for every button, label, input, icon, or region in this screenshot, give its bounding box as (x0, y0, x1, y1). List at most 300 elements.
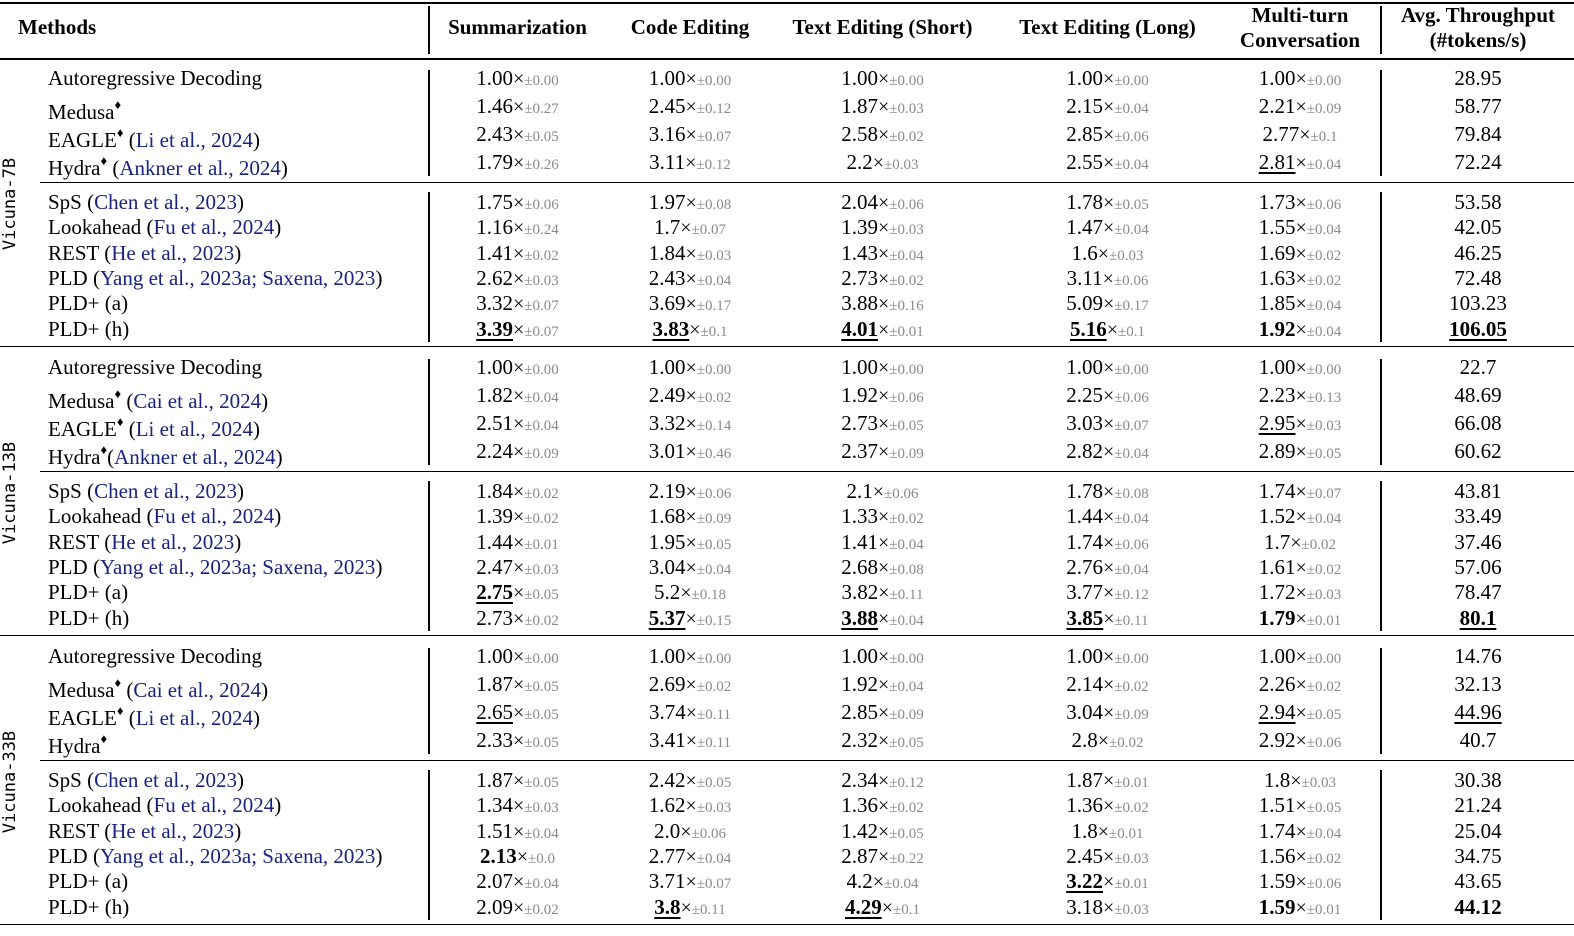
std-dev: ±0.08 (1114, 486, 1149, 502)
times-symbol: × (1102, 217, 1115, 240)
throughput-value (1383, 793, 1573, 818)
std-dev: ±0.03 (889, 101, 924, 117)
times-symbol: × (878, 582, 890, 605)
method-label: Medusa (48, 389, 115, 413)
times-symbol: × (877, 770, 890, 792)
speedup-value: 4.29 (844, 894, 882, 919)
std-dev: ±0.06 (884, 486, 919, 502)
times-symbol: × (1102, 124, 1115, 146)
times-symbol: × (1295, 192, 1307, 214)
citation-link[interactable]: Fu et al., 2024 (153, 504, 275, 529)
std-dev: ±0.06 (524, 197, 559, 213)
times-symbol: × (512, 124, 525, 146)
std-dev: ±0.01 (1109, 825, 1144, 842)
method-label: EAGLE (48, 706, 117, 730)
speedup-value: 2.73 (476, 605, 513, 630)
method-label: PLD (48, 265, 88, 290)
speedup-value: 3.39 (476, 316, 513, 341)
citation-link[interactable]: Cai et al., 2024 (133, 678, 262, 702)
std-dev: ±0.03 (884, 157, 919, 173)
citation-link[interactable]: Chen et al., 2023 (94, 190, 237, 214)
speedup-cell (430, 383, 605, 411)
citation-link[interactable]: Ankner et al., 2024 (119, 156, 281, 180)
times-symbol: × (1295, 646, 1307, 668)
std-dev: ±0.00 (1114, 651, 1149, 667)
speedup-cell (775, 793, 990, 821)
std-dev: ±0.04 (696, 561, 732, 578)
speedup-value: 1.36 (841, 793, 878, 818)
times-symbol: × (685, 293, 697, 316)
citation-link[interactable]: Yang et al., 2023a; Saxena, 2023 (99, 265, 376, 290)
header-multiturn-1: Multi-turn (1251, 3, 1349, 27)
speedup-value: 2.37 (841, 439, 878, 463)
speedup-value: 1.68 (648, 504, 686, 529)
std-dev: ±0.04 (1114, 157, 1149, 173)
times-symbol: × (1295, 441, 1307, 463)
std-dev: ±0.06 (1306, 197, 1342, 213)
method-name (48, 700, 260, 731)
speedup-value: 1.00 (648, 66, 686, 90)
diamond-icon: ♦ (116, 125, 124, 140)
citation-link[interactable]: Yang et al., 2023a; Saxena, 2023 (99, 554, 376, 579)
citation[interactable]: (Yang et al., 2023a; Saxena, 2023) (87, 843, 383, 868)
speedup-value: 1.00 (476, 355, 513, 379)
times-symbol: × (877, 531, 890, 554)
citation-link[interactable]: Cai et al., 2024 (133, 389, 262, 413)
header-summarization: Summarization (448, 15, 587, 39)
times-symbol: × (512, 96, 525, 118)
speedup-cell (775, 355, 990, 383)
citation[interactable]: (Yang et al., 2023a; Saxena, 2023) (87, 265, 383, 290)
std-dev: ±0.16 (889, 298, 924, 315)
speedup-value: 2.04 (841, 190, 878, 214)
citation-link[interactable]: Ankner et al., 2024 (114, 445, 276, 469)
throughput-value (1383, 215, 1573, 240)
times-symbol: × (512, 385, 525, 407)
speedup-cell (775, 317, 990, 345)
throughput-number: 37.46 (1454, 529, 1502, 554)
citation[interactable]: (Li et al., 2024) (123, 128, 260, 152)
speedup-cell (605, 793, 775, 821)
std-dev: ±0.04 (524, 825, 559, 842)
std-dev: ±0.02 (524, 486, 559, 502)
speedup-cell (605, 66, 775, 94)
throughput-number: 33.49 (1454, 504, 1502, 529)
speedup-value: 2.2 (846, 150, 873, 174)
throughput-number: 28.95 (1454, 66, 1502, 90)
throughput-value (1383, 94, 1573, 119)
citation[interactable]: (Ankner et al., 2024) (107, 445, 283, 469)
speedup-cell (605, 819, 775, 847)
std-dev: ±0.04 (1114, 511, 1149, 528)
times-symbol: × (1097, 730, 1110, 752)
method-label: Medusa (48, 678, 115, 702)
speedup-cell (995, 190, 1220, 218)
citation[interactable]: (He et al., 2023) (98, 240, 242, 265)
citation[interactable]: (Yang et al., 2023a; Saxena, 2023) (87, 554, 383, 579)
speedup-cell (1220, 555, 1380, 583)
std-dev: ±0.05 (1114, 197, 1149, 213)
speedup-cell (775, 580, 990, 608)
times-symbol: × (685, 607, 697, 630)
std-dev: ±0.04 (524, 418, 559, 434)
times-symbol: × (877, 217, 890, 240)
std-dev: ±0.06 (889, 197, 924, 213)
speedup-value: 5.2 (653, 580, 681, 605)
std-dev: ±0.02 (889, 272, 924, 289)
times-symbol: × (877, 124, 890, 146)
throughput-number: 58.77 (1454, 94, 1502, 118)
speedup-value: 3.74 (649, 700, 686, 724)
citation[interactable]: (Chen et al., 2023) (81, 768, 244, 792)
times-symbol: × (512, 531, 525, 554)
speedup-cell (1220, 190, 1380, 218)
throughput-value (1383, 411, 1573, 436)
std-dev: ±0.1 (1310, 129, 1338, 145)
throughput-value (1383, 728, 1573, 753)
throughput-number: 43.65 (1454, 869, 1502, 894)
speedup-cell (1220, 606, 1380, 634)
citation-link[interactable]: He et al., 2023 (111, 529, 235, 554)
std-dev: ±0.22 (889, 850, 924, 867)
throughput-value (1383, 672, 1573, 697)
throughput-number: 79.84 (1454, 122, 1502, 146)
speedup-value: 1.46 (476, 94, 513, 118)
speedup-cell (430, 291, 605, 319)
speedup-cell (775, 819, 990, 847)
std-dev: ±0.07 (696, 876, 732, 893)
citation-link[interactable]: Fu et al., 2024 (153, 215, 275, 240)
speedup-value: 1.00 (841, 66, 878, 90)
std-dev: ±0.06 (691, 825, 726, 842)
citation[interactable]: (Chen et al., 2023) (81, 479, 244, 503)
speedup-value: 2.73 (841, 265, 878, 290)
speedup-value: 5.37 (648, 605, 686, 630)
speedup-value: 1.41 (476, 240, 513, 265)
std-dev: ±0.05 (889, 418, 924, 434)
times-symbol: × (685, 242, 697, 265)
std-dev: ±0.09 (696, 511, 732, 528)
times-symbol: × (512, 646, 525, 668)
speedup-value: 1.59 (1258, 894, 1296, 919)
throughput-value (1383, 644, 1573, 669)
speedup-cell (1220, 768, 1380, 796)
std-dev: ±0.00 (1114, 73, 1149, 89)
speedup-value: 2.33 (476, 728, 513, 752)
times-symbol: × (1295, 217, 1307, 240)
throughput-number: 80.1 (1459, 605, 1497, 630)
speedup-value: 2.62 (476, 265, 513, 290)
group-label: Vicuna-7B (0, 157, 20, 250)
std-dev: ±0.05 (1306, 800, 1342, 817)
times-symbol: × (1102, 267, 1114, 290)
group-label: Vicuna-33B (0, 730, 20, 834)
std-dev: ±0.03 (524, 272, 559, 289)
speedup-value: 1.79 (1258, 605, 1296, 630)
std-dev: ±0.02 (1306, 679, 1342, 695)
citation[interactable]: (Fu et al., 2024) (141, 215, 282, 240)
speedup-value: 1.00 (841, 355, 878, 379)
speedup-cell (605, 530, 775, 558)
speedup-cell (995, 479, 1220, 507)
method-label: REST (48, 529, 99, 554)
times-symbol: × (1295, 871, 1307, 894)
times-symbol: × (1102, 293, 1115, 316)
speedup-cell (775, 215, 990, 243)
speedup-cell (605, 355, 775, 383)
speedup-value: 2.8 (1071, 728, 1098, 752)
speedup-value: 2.85 (1066, 122, 1103, 146)
speedup-cell (430, 844, 605, 872)
speedup-value: 2.81 (1258, 150, 1296, 174)
method-name (48, 728, 107, 759)
speedup-value: 1.87 (1066, 768, 1103, 792)
std-dev: ±0.08 (889, 561, 924, 578)
std-dev: ±0.00 (696, 651, 732, 667)
method-name (48, 439, 283, 470)
speedup-value: 2.45 (648, 94, 686, 118)
times-symbol: × (685, 441, 697, 463)
throughput-value (1383, 530, 1573, 555)
std-dev: ±0.02 (1306, 561, 1342, 578)
citation[interactable]: (Cai et al., 2024) (121, 678, 269, 702)
speedup-cell (430, 266, 605, 294)
speedup-cell (605, 317, 775, 345)
speedup-cell (1220, 266, 1380, 294)
times-symbol: × (1295, 795, 1307, 818)
times-symbol: × (680, 820, 692, 843)
times-symbol: × (1295, 730, 1307, 752)
citation-link[interactable]: He et al., 2023 (111, 240, 235, 265)
citation-link[interactable]: Chen et al., 2023 (94, 479, 237, 503)
citation-link[interactable]: Fu et al., 2024 (153, 793, 275, 818)
speedup-value: 1.79 (476, 150, 513, 174)
speedup-cell (775, 530, 990, 558)
method-label: Autoregressive Decoding (48, 644, 263, 668)
times-symbol: × (1103, 607, 1115, 630)
std-dev: ±0.18 (691, 587, 726, 604)
std-dev: ±0.02 (1306, 247, 1342, 264)
column-divider (1380, 481, 1382, 631)
method-name (48, 94, 121, 125)
speedup-value: 1.8 (1071, 818, 1098, 843)
std-dev: ±0.03 (889, 222, 924, 239)
speedup-cell (1220, 793, 1380, 821)
citation[interactable]: (Fu et al., 2024) (141, 504, 282, 529)
citation[interactable]: (Cai et al., 2024) (121, 389, 269, 413)
std-dev: ±0.04 (1306, 298, 1342, 315)
speedup-value: 1.39 (841, 215, 878, 240)
times-symbol: × (1102, 357, 1115, 379)
speedup-cell (995, 530, 1220, 558)
std-dev: ±0.07 (1306, 486, 1342, 502)
speedup-value: 2.82 (1066, 439, 1103, 463)
speedup-cell (775, 768, 990, 796)
times-symbol: × (1295, 556, 1307, 579)
times-symbol: × (512, 896, 525, 919)
speedup-value: 1.6 (1071, 240, 1098, 265)
times-symbol: × (877, 702, 890, 724)
diamond-icon: ♦ (116, 703, 124, 718)
diamond-icon: ♦ (114, 97, 122, 112)
std-dev: ±0.11 (691, 901, 726, 918)
citation[interactable]: (Ankner et al., 2024) (107, 156, 288, 180)
times-symbol: × (877, 96, 890, 118)
speedup-cell (775, 728, 990, 756)
speedup-cell (1220, 844, 1380, 872)
throughput-number: 103.23 (1449, 291, 1507, 316)
method-name (48, 241, 241, 266)
speedup-cell (430, 700, 605, 728)
speedup-cell (605, 869, 775, 897)
speedup-value: 1.92 (841, 672, 878, 696)
speedup-cell (995, 844, 1220, 872)
speedup-cell (995, 122, 1220, 150)
column-divider (1380, 192, 1382, 342)
times-symbol: × (1102, 871, 1115, 894)
speedup-cell (1220, 895, 1380, 923)
std-dev: ±0.1 (893, 901, 920, 918)
throughput-value (1383, 383, 1573, 408)
times-symbol: × (512, 795, 525, 818)
speedup-value: 3.03 (1066, 411, 1103, 435)
times-symbol: × (680, 217, 692, 240)
speedup-value: 2.19 (648, 479, 686, 503)
speedup-value: 2.24 (476, 439, 513, 463)
citation[interactable]: (Li et al., 2024) (123, 706, 260, 730)
std-dev: ±0.01 (1306, 901, 1342, 918)
std-dev: ±0.1 (1118, 323, 1145, 340)
times-symbol: × (1102, 674, 1115, 696)
citation-link[interactable]: Li et al., 2024 (135, 417, 253, 441)
times-symbol: × (872, 481, 885, 503)
times-symbol: × (877, 674, 890, 696)
speedup-cell (1220, 580, 1380, 608)
times-symbol: × (685, 646, 697, 668)
speedup-cell (995, 355, 1220, 383)
method-name (48, 411, 260, 442)
speedup-value: 1.92 (841, 383, 878, 407)
times-symbol: × (512, 413, 525, 435)
speedup-value: 2.69 (648, 672, 686, 696)
speedup-cell (430, 215, 605, 243)
speedup-value: 3.04 (1066, 700, 1103, 724)
column-divider (1380, 648, 1382, 754)
std-dev: ±0.05 (524, 775, 559, 791)
std-dev: ±0.00 (889, 362, 924, 378)
std-dev: ±0.12 (889, 775, 924, 791)
times-symbol: × (1295, 293, 1307, 316)
times-symbol: × (1102, 702, 1115, 724)
header-divider (1380, 6, 1382, 54)
method-label: Medusa (48, 100, 115, 124)
speedup-value: 1.92 (1258, 316, 1296, 341)
throughput-number: 21.24 (1454, 793, 1502, 818)
speedup-value: 3.77 (1066, 580, 1103, 605)
citation[interactable]: (He et al., 2023) (98, 529, 242, 554)
std-dev: ±0.02 (1109, 735, 1144, 751)
speedup-value: 1.85 (1258, 291, 1296, 316)
speedup-cell (775, 122, 990, 150)
throughput-number: 22.7 (1459, 355, 1497, 379)
speedup-cell (605, 150, 775, 178)
method-name (48, 122, 260, 153)
throughput-number: 34.75 (1454, 843, 1502, 868)
std-dev: ±0.05 (524, 587, 559, 604)
speedup-cell (605, 768, 775, 796)
speedup-value: 4.2 (846, 869, 873, 894)
std-dev: ±0.05 (524, 679, 559, 695)
citation-link[interactable]: He et al., 2023 (111, 818, 235, 843)
std-dev: ±0.03 (1306, 587, 1342, 604)
speedup-value: 1.74 (1258, 818, 1296, 843)
citation[interactable]: (Fu et al., 2024) (141, 793, 282, 818)
times-symbol: × (1295, 481, 1307, 503)
times-symbol: × (1102, 192, 1115, 214)
speedup-cell (430, 411, 605, 439)
citation[interactable]: (Chen et al., 2023) (81, 190, 244, 214)
times-symbol: × (1102, 646, 1115, 668)
std-dev: ±0.02 (696, 679, 732, 695)
method-label: Hydra (48, 734, 101, 758)
std-dev: ±0.0 (528, 850, 555, 867)
speedup-value: 1.84 (648, 240, 686, 265)
speedup-value: 3.41 (649, 728, 686, 752)
std-dev: ±0.04 (889, 612, 924, 629)
speedup-cell (1220, 479, 1380, 507)
throughput-number: 25.04 (1454, 818, 1502, 843)
group-bottom-rule (0, 924, 1574, 926)
citation-link[interactable]: Li et al., 2024 (135, 706, 253, 730)
speedup-cell (605, 606, 775, 634)
speedup-cell (605, 439, 775, 467)
std-dev: ±0.04 (696, 272, 732, 289)
citation-link[interactable]: Li et al., 2024 (135, 128, 253, 152)
std-dev: ±0.05 (1306, 707, 1342, 723)
speedup-cell (605, 266, 775, 294)
citation-link[interactable]: Chen et al., 2023 (94, 768, 237, 792)
times-symbol: × (1295, 357, 1307, 379)
std-dev: ±0.17 (696, 298, 732, 315)
speedup-value: 1.74 (1258, 479, 1296, 503)
speedup-cell (430, 793, 605, 821)
speedup-cell (995, 819, 1220, 847)
times-symbol: × (1102, 481, 1115, 503)
speedup-cell (995, 895, 1220, 923)
group-mid-rule (40, 182, 1574, 183)
std-dev: ±0.08 (696, 197, 732, 213)
speedup-value: 2.43 (476, 122, 513, 146)
speedup-cell (430, 479, 605, 507)
method-label: SpS (48, 190, 82, 214)
times-symbol: × (685, 702, 698, 724)
citation-link[interactable]: Yang et al., 2023a; Saxena, 2023 (99, 843, 376, 868)
std-dev: ±0.02 (1114, 679, 1149, 695)
times-symbol: × (685, 152, 697, 174)
speedup-value: 2.15 (1066, 94, 1103, 118)
times-symbol: × (512, 871, 525, 894)
group-bottom-rule (0, 635, 1574, 637)
speedup-value: 3.32 (648, 411, 686, 435)
citation[interactable]: (Li et al., 2024) (123, 417, 260, 441)
citation[interactable]: (He et al., 2023) (98, 818, 242, 843)
method-name (48, 844, 382, 869)
times-symbol: × (877, 267, 890, 290)
speedup-cell (430, 869, 605, 897)
times-symbol: × (877, 413, 890, 435)
speedup-value: 1.51 (476, 818, 513, 843)
times-symbol: × (512, 607, 525, 630)
